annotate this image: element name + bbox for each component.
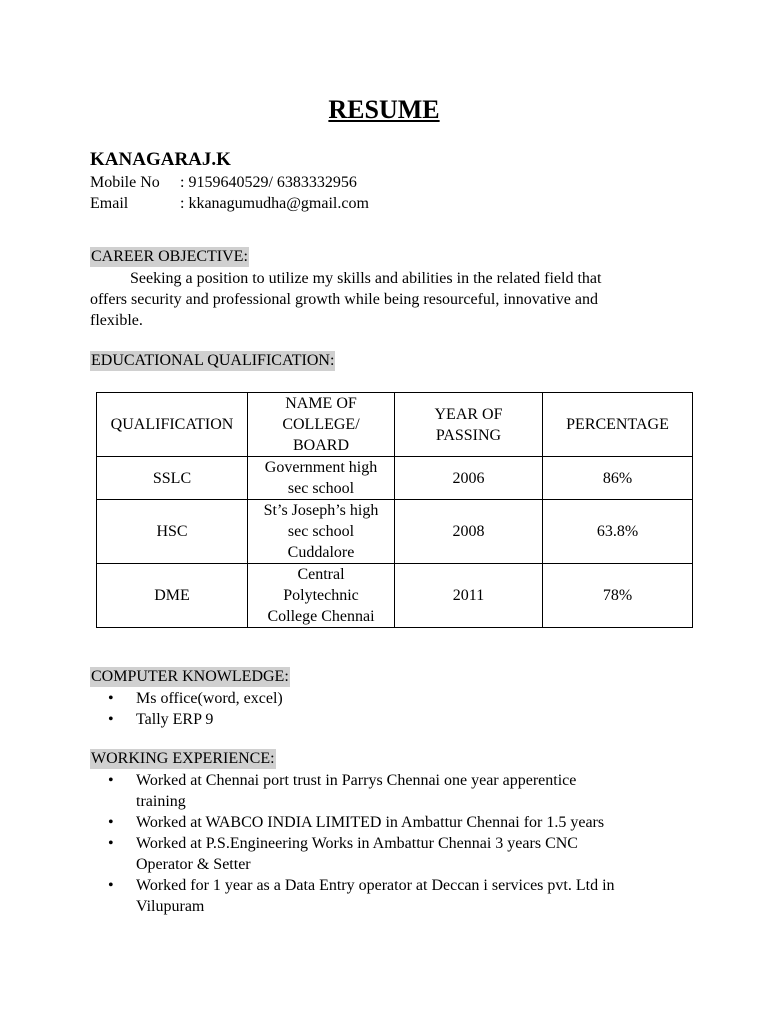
table-cell: HSC [97, 500, 248, 564]
email-row [90, 194, 369, 214]
table-row [97, 564, 693, 628]
table-cell: 2011 [395, 564, 543, 628]
table-cell: DME [97, 564, 248, 628]
career-objective-text [90, 268, 660, 331]
table-cell: 2008 [395, 500, 543, 564]
career-line: offers security and professional growth while being resourceful, innovative and [90, 291, 598, 308]
list-item: • Worked at Chennai port trust in Parrys Chennai one year apperentice training [108, 772, 577, 810]
bullet-icon: • [108, 772, 114, 789]
table-cell: Government high sec school [248, 457, 395, 500]
bullet-icon: • [108, 814, 114, 831]
table-cell: 63.8% [543, 500, 693, 564]
table-row [97, 500, 693, 564]
computer-knowledge-heading: COMPUTER KNOWLEDGE: [91, 668, 289, 685]
email-value: : kkanagumudha@gmail.com [180, 195, 369, 212]
table-cell: 86% [543, 457, 693, 500]
table-cell: 2006 [395, 457, 543, 500]
mobile-row [90, 173, 357, 193]
education-table [96, 392, 693, 628]
table-header-row [97, 393, 693, 457]
column-header: QUALIFICATION [97, 393, 248, 457]
list-item: • Tally ERP 9 [108, 711, 214, 728]
table-cell: 78% [543, 564, 693, 628]
resume-title: RESUME [328, 95, 440, 124]
table-cell: St’s Joseph’s high sec school Cuddalore [248, 500, 395, 564]
table-row [97, 457, 693, 500]
career-objective-heading: CAREER OBJECTIVE: [91, 248, 248, 265]
bullet-icon: • [108, 711, 114, 728]
career-line: Seeking a position to utilize my skills and abilities in the related field that [130, 270, 602, 287]
computer-knowledge-list [108, 688, 676, 730]
bullet-icon: • [108, 835, 114, 852]
list-item: • Worked for 1 year as a Data Entry operator at Deccan i services pvt. Ltd in Vilupuram [108, 877, 615, 915]
email-label: Email [90, 195, 129, 212]
column-header: NAME OF COLLEGE/ BOARD [248, 393, 395, 457]
mobile-label: Mobile No [90, 174, 160, 191]
working-experience-heading: WORKING EXPERIENCE: [91, 750, 275, 767]
bullet-icon: • [108, 690, 114, 707]
working-experience-list [108, 770, 676, 917]
column-header: PERCENTAGE [543, 393, 693, 457]
table-cell: SSLC [97, 457, 248, 500]
bullet-icon: • [108, 877, 114, 894]
mobile-value: : 9159640529/ 6383332956 [180, 174, 357, 191]
candidate-name: KANAGARAJ.K [90, 149, 231, 170]
list-item: • Ms office(word, excel) [108, 690, 283, 707]
list-item: • Worked at P.S.Engineering Works in Ambattur Chennai 3 years CNC Operator & Setter [108, 835, 578, 873]
career-line: flexible. [90, 312, 143, 329]
column-header: YEAR OF PASSING [395, 393, 543, 457]
list-item: • Worked at WABCO INDIA LIMITED in Ambattur Chennai for 1.5 years [108, 814, 605, 831]
education-heading: EDUCATIONAL QUALIFICATION: [91, 352, 335, 369]
table-cell: Central Polytechnic College Chennai [248, 564, 395, 628]
